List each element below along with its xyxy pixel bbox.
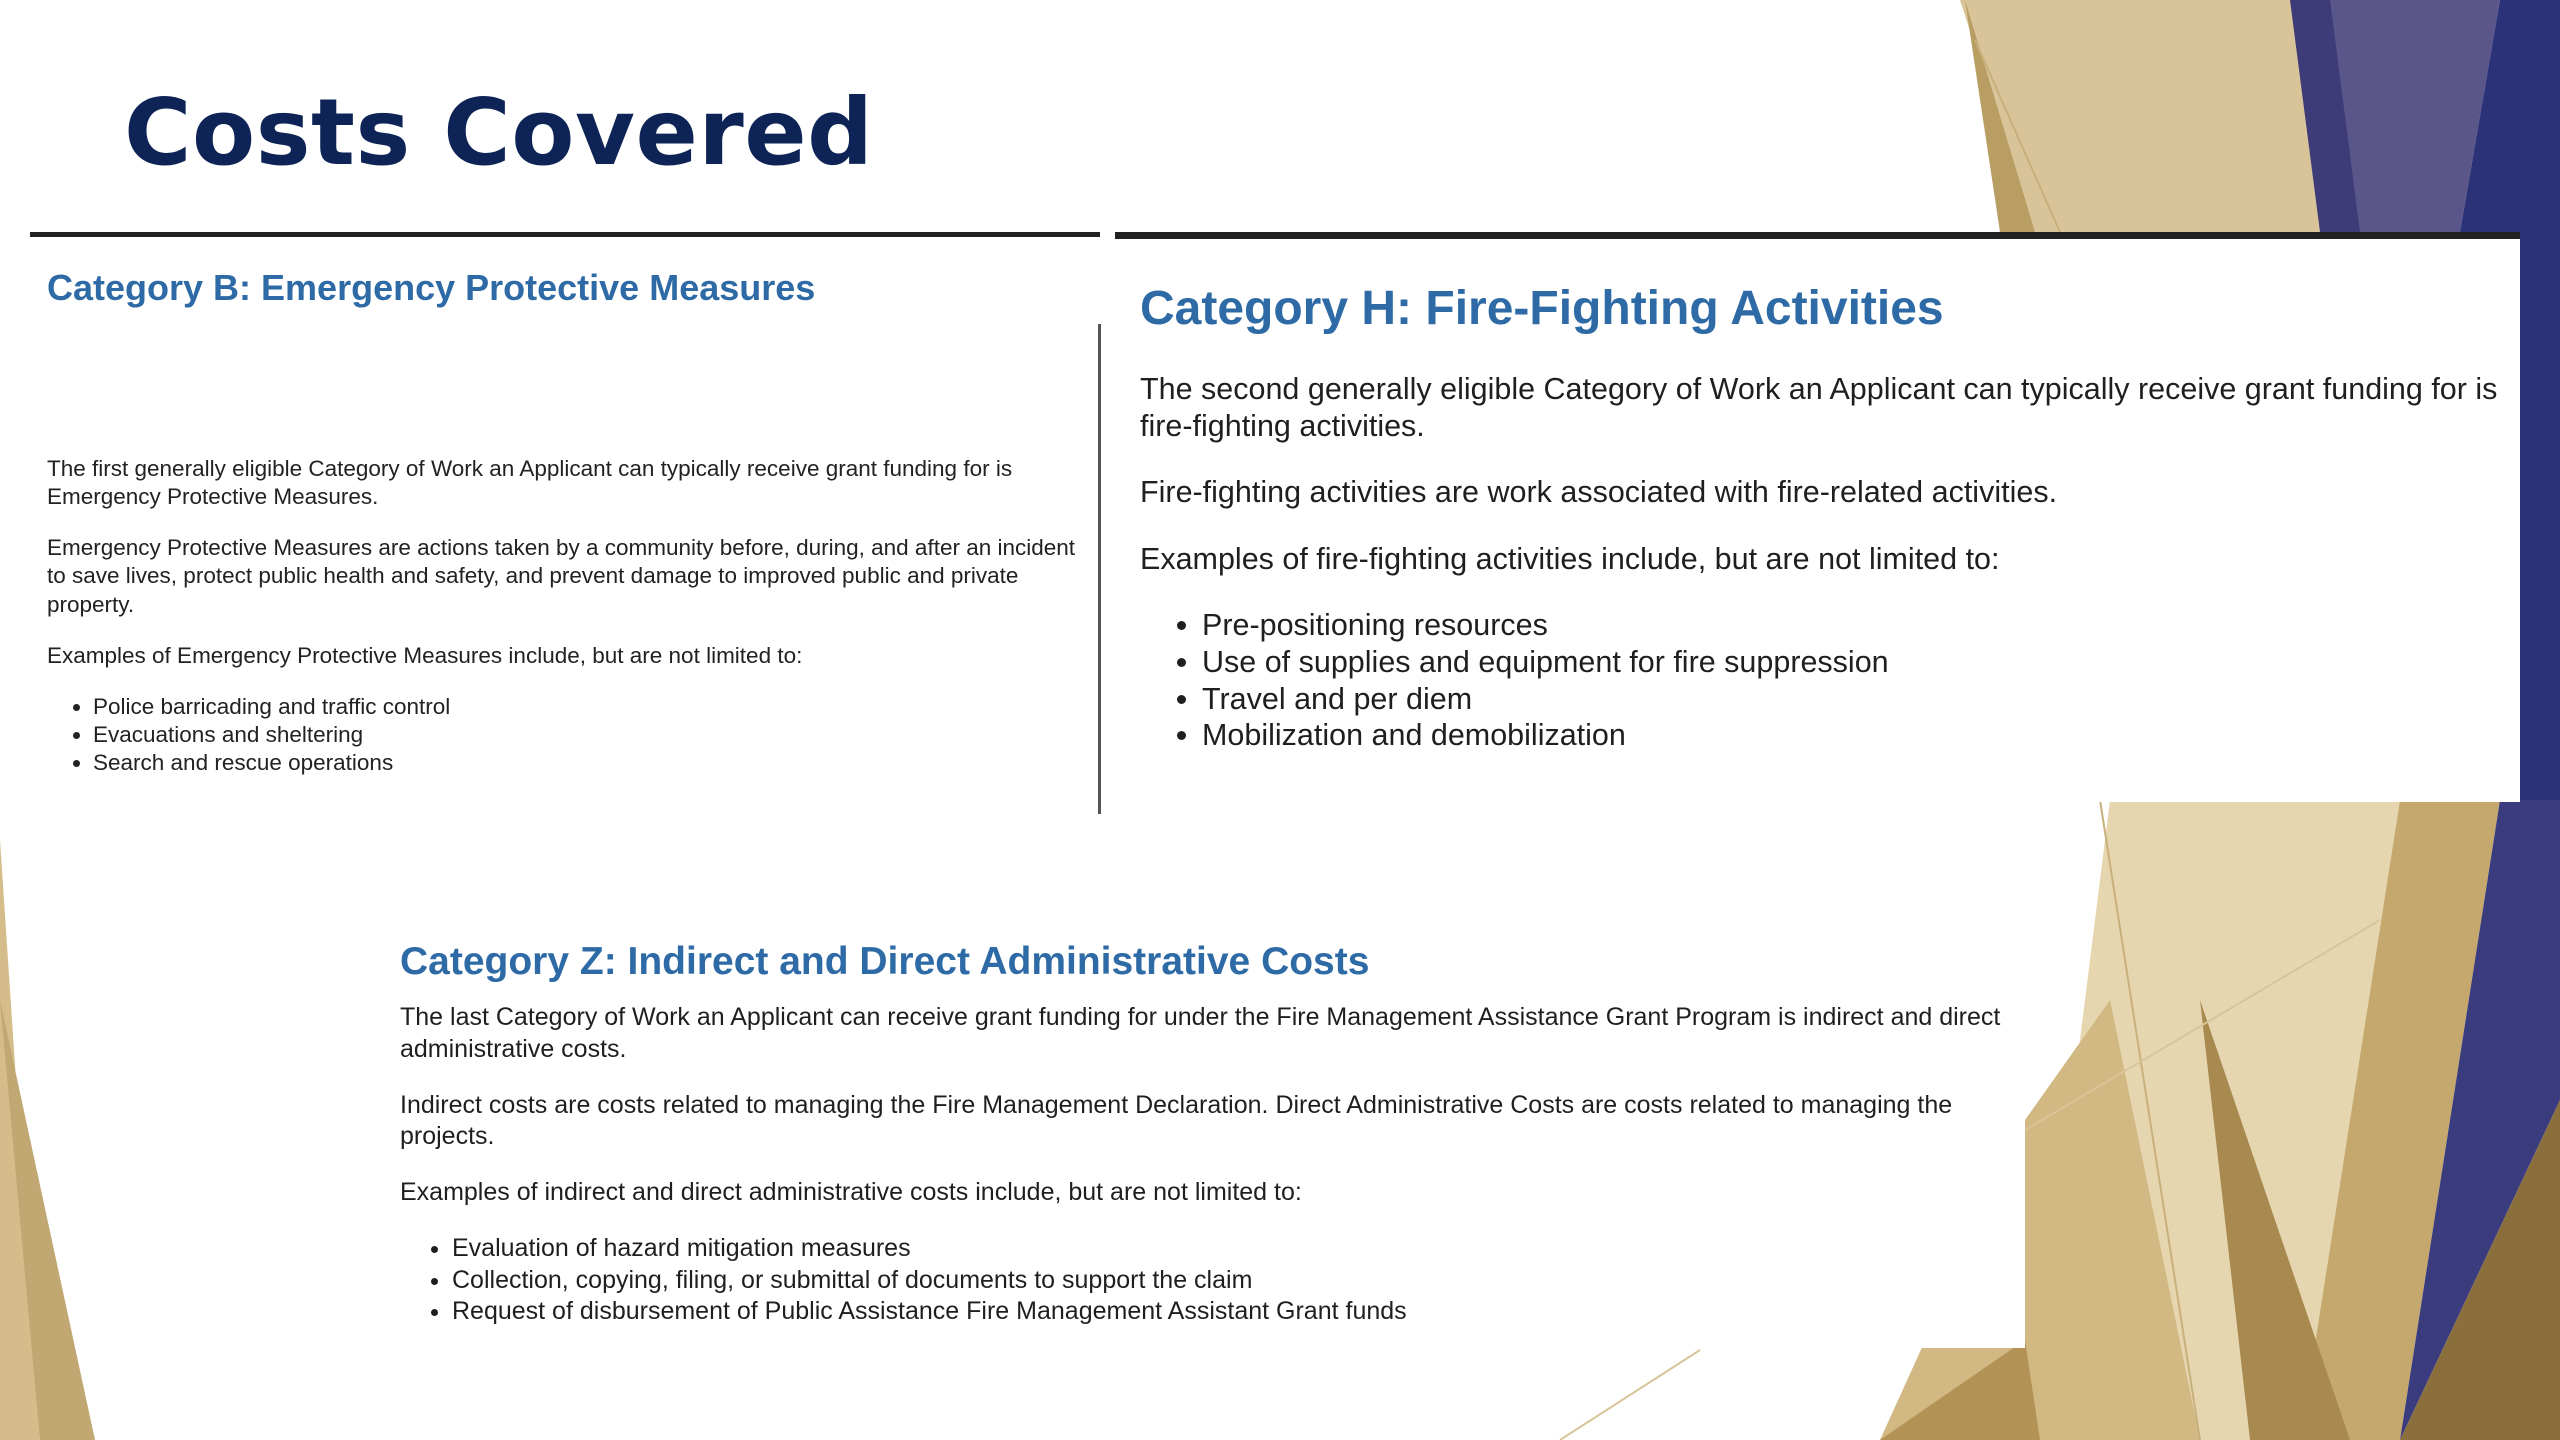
category-h-panel [1115,232,2520,802]
vertical-divider [1098,324,1101,814]
list-item: • Search and rescue operations [93,749,1097,777]
list-item: • Travel and per diem [1202,681,2510,718]
category-b-paragraph: Examples of Emergency Protective Measures include, but are not limited to: [47,642,803,668]
category-b-panel [30,232,1100,821]
category-b-examples [47,693,1097,777]
list-item: • Pre-positioning resources [1202,607,2510,644]
list-item: • Evacuations and sheltering [93,721,1097,749]
list-item: • Use of supplies and equipment for fire suppression [1202,644,2510,681]
category-z-body [400,1002,2020,1328]
category-h-examples [1140,607,2510,753]
category-z-paragraph: The last Category of Work an Applicant can receive grant funding for under the Fire Management Assistance Grant Program is indirect and direct administrative costs. [400,1003,2001,1063]
list-item: • Collection, copying, filing, or submittal of documents to support the claim [452,1265,2020,1297]
bg-line [1560,1350,1700,1440]
category-h-paragraph: Fire-fighting activities are work associated with fire-related activities. [1140,475,2058,510]
list-item: • Evaluation of hazard mitigation measures [452,1233,2020,1265]
category-z-panel [380,920,2025,1348]
category-b-body [47,455,1097,777]
category-h-heading: Category H: Fire-Fighting Activities [1140,282,1944,335]
list-item: • Request of disbursement of Public Assistance Fire Management Assistant Grant funds [452,1296,2020,1328]
category-b-paragraph: The first generally eligible Category of Work an Applicant can typically receive grant funding for is Emergency Protective Measures. [47,456,1013,510]
category-z-paragraph: Examples of indirect and direct administrative costs include, but are not limited to: [400,1178,1302,1206]
bg-facet [2520,232,2560,800]
category-h-paragraph: Examples of fire-fighting activities include, but are not limited to: [1140,541,2000,576]
category-z-examples [400,1233,2020,1328]
category-z-heading: Category Z: Indirect and Direct Administrative Costs [400,940,1370,983]
category-z-paragraph: Indirect costs are costs related to managing the Fire Management Declaration. Direct Administrative Costs are costs related to managing the projects. [400,1090,1953,1151]
list-item: • Mobilization and demobilization [1202,717,2510,754]
slide-title: Costs Covered [124,79,874,186]
category-b-heading: Category B: Emergency Protective Measures [47,267,816,308]
category-h-body [1140,371,2510,754]
list-item: • Police barricading and traffic control [93,693,1097,721]
category-h-paragraph: The second generally eligible Category of Work an Applicant can typically receive grant funding for is fire-fighting activities. [1140,372,2498,443]
category-b-paragraph: Emergency Protective Measures are actions taken by a community before, during, and after an incident to save lives, protect public health and safety, and prevent damage to improved public and private property. [47,535,1076,617]
